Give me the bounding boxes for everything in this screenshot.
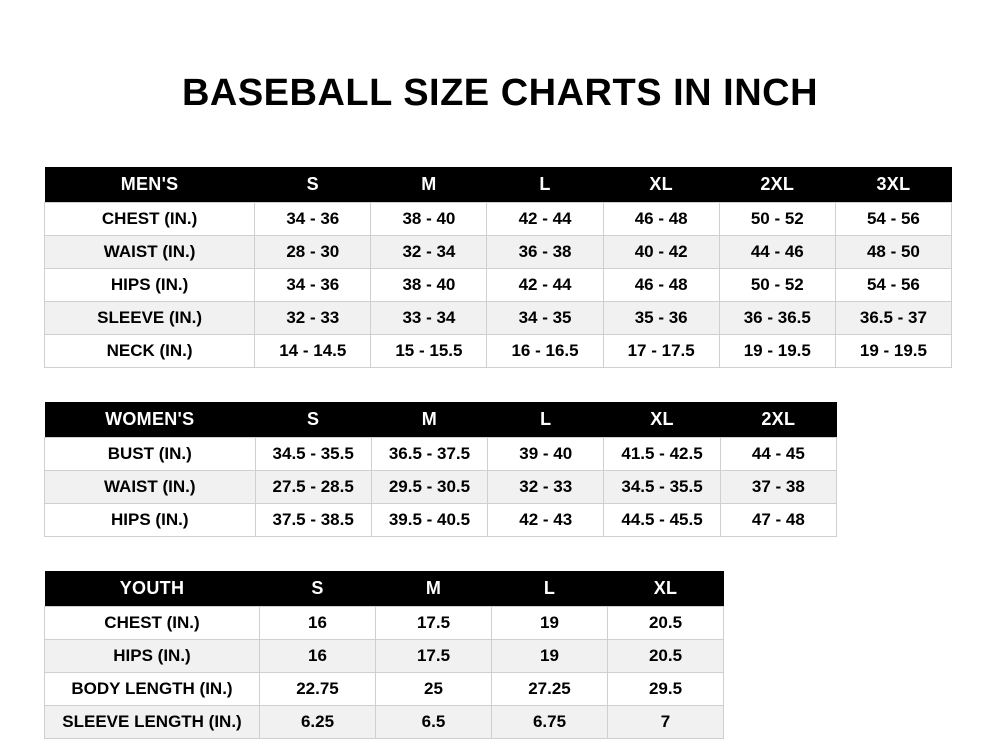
womens-header-2xl: 2XL (720, 402, 836, 438)
row-label: WAIST (IN.) (45, 236, 255, 269)
table-header-row (45, 571, 724, 607)
table-row (45, 706, 724, 739)
row-label: SLEEVE (IN.) (45, 302, 255, 335)
mens-size-table (44, 167, 952, 368)
table-header-row (45, 402, 837, 438)
row-label: BODY LENGTH (IN.) (45, 673, 260, 706)
table-cell: 46 - 48 (603, 269, 719, 302)
table-cell: 19 - 19.5 (719, 335, 835, 368)
table-cell: 29.5 - 30.5 (371, 471, 487, 504)
table-row (45, 269, 952, 302)
table-cell: 17.5 (376, 640, 492, 673)
youth-header-l: L (492, 571, 608, 607)
mens-header-s: S (255, 167, 371, 203)
mens-table-header (45, 167, 952, 203)
table-cell: 50 - 52 (719, 269, 835, 302)
table-cell: 16 - 16.5 (487, 335, 603, 368)
table-cell: 19 (492, 607, 608, 640)
table-cell: 32 - 33 (255, 302, 371, 335)
table-cell: 19 (492, 640, 608, 673)
table-row (45, 673, 724, 706)
table-cell: 22.75 (260, 673, 376, 706)
table-cell: 6.5 (376, 706, 492, 739)
table-cell: 54 - 56 (835, 269, 951, 302)
table-row (45, 471, 837, 504)
womens-header-xl: XL (604, 402, 720, 438)
table-cell: 39.5 - 40.5 (371, 504, 487, 537)
row-label: CHEST (IN.) (45, 203, 255, 236)
table-cell: 29.5 (608, 673, 724, 706)
table-cell: 47 - 48 (720, 504, 836, 537)
table-row (45, 302, 952, 335)
mens-header-2xl: 2XL (719, 167, 835, 203)
table-cell: 36.5 - 37 (835, 302, 951, 335)
womens-header-s: S (255, 402, 371, 438)
table-cell: 27.25 (492, 673, 608, 706)
youth-table-body (45, 607, 724, 739)
table-cell: 37.5 - 38.5 (255, 504, 371, 537)
table-cell: 28 - 30 (255, 236, 371, 269)
table-row (45, 640, 724, 673)
table-cell: 25 (376, 673, 492, 706)
table-row (45, 438, 837, 471)
table-cell: 6.25 (260, 706, 376, 739)
table-cell: 15 - 15.5 (371, 335, 487, 368)
row-label: HIPS (IN.) (45, 504, 256, 537)
table-cell: 37 - 38 (720, 471, 836, 504)
table-cell: 34.5 - 35.5 (604, 471, 720, 504)
table-header-row (45, 167, 952, 203)
table-cell: 36 - 38 (487, 236, 603, 269)
mens-header-category: MEN'S (45, 167, 255, 203)
row-label: SLEEVE LENGTH (IN.) (45, 706, 260, 739)
page-title: BASEBALL SIZE CHARTS IN INCH (181, 72, 819, 114)
row-label: HIPS (IN.) (45, 640, 260, 673)
youth-header-xl: XL (608, 571, 724, 607)
table-row (45, 504, 837, 537)
table-cell: 34 - 36 (255, 269, 371, 302)
womens-table-body (45, 438, 837, 537)
youth-header-m: M (376, 571, 492, 607)
table-cell: 50 - 52 (719, 203, 835, 236)
tables-container (0, 167, 1000, 739)
mens-header-xl: XL (603, 167, 719, 203)
table-cell: 44 - 46 (719, 236, 835, 269)
table-row (45, 335, 952, 368)
table-cell: 17 - 17.5 (603, 335, 719, 368)
table-row (45, 236, 952, 269)
table-cell: 16 (260, 607, 376, 640)
table-cell: 17.5 (376, 607, 492, 640)
row-label: BUST (IN.) (45, 438, 256, 471)
womens-header-category: WOMEN'S (45, 402, 256, 438)
womens-header-m: M (371, 402, 487, 438)
table-cell: 32 - 33 (488, 471, 604, 504)
womens-table-header (45, 402, 837, 438)
table-cell: 19 - 19.5 (835, 335, 951, 368)
mens-header-3xl: 3XL (835, 167, 951, 203)
table-cell: 38 - 40 (371, 269, 487, 302)
table-cell: 34 - 36 (255, 203, 371, 236)
table-cell: 46 - 48 (603, 203, 719, 236)
youth-header-s: S (260, 571, 376, 607)
table-cell: 20.5 (608, 640, 724, 673)
table-cell: 44.5 - 45.5 (604, 504, 720, 537)
table-cell: 44 - 45 (720, 438, 836, 471)
womens-header-l: L (488, 402, 604, 438)
table-cell: 36 - 36.5 (719, 302, 835, 335)
youth-header-category: YOUTH (45, 571, 260, 607)
womens-size-table (44, 402, 837, 537)
table-cell: 40 - 42 (603, 236, 719, 269)
table-cell: 36.5 - 37.5 (371, 438, 487, 471)
table-cell: 7 (608, 706, 724, 739)
table-row (45, 607, 724, 640)
youth-table-header (45, 571, 724, 607)
table-cell: 42 - 44 (487, 269, 603, 302)
table-cell: 27.5 - 28.5 (255, 471, 371, 504)
table-cell: 41.5 - 42.5 (604, 438, 720, 471)
row-label: WAIST (IN.) (45, 471, 256, 504)
row-label: CHEST (IN.) (45, 607, 260, 640)
table-cell: 42 - 44 (487, 203, 603, 236)
table-cell: 39 - 40 (488, 438, 604, 471)
table-cell: 20.5 (608, 607, 724, 640)
table-cell: 14 - 14.5 (255, 335, 371, 368)
table-cell: 34.5 - 35.5 (255, 438, 371, 471)
mens-table-body (45, 203, 952, 368)
table-cell: 34 - 35 (487, 302, 603, 335)
table-cell: 48 - 50 (835, 236, 951, 269)
table-row (45, 203, 952, 236)
mens-header-l: L (487, 167, 603, 203)
table-cell: 32 - 34 (371, 236, 487, 269)
table-cell: 6.75 (492, 706, 608, 739)
row-label: HIPS (IN.) (45, 269, 255, 302)
row-label: NECK (IN.) (45, 335, 255, 368)
table-cell: 33 - 34 (371, 302, 487, 335)
table-cell: 38 - 40 (371, 203, 487, 236)
table-cell: 35 - 36 (603, 302, 719, 335)
table-cell: 16 (260, 640, 376, 673)
table-cell: 42 - 43 (488, 504, 604, 537)
youth-size-table (44, 571, 724, 739)
table-cell: 54 - 56 (835, 203, 951, 236)
mens-header-m: M (371, 167, 487, 203)
